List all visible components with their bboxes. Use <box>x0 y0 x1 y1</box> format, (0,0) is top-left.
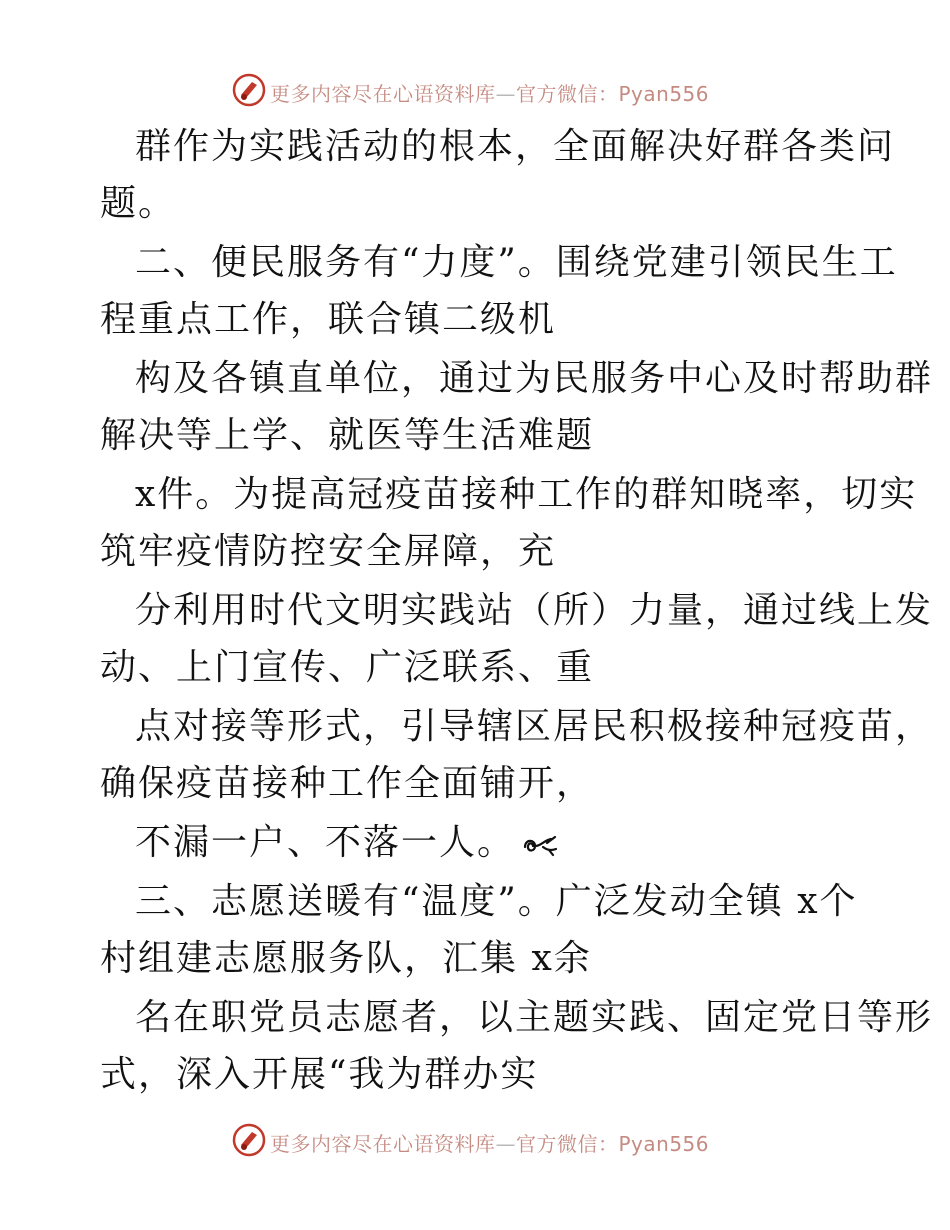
text-line: 村组建志愿服务队，汇集 x余 <box>100 938 592 979</box>
brand-logo-icon <box>232 73 266 107</box>
footer-watermark-text: 更多内容尽在心语资料库—官方微信：Pyan556 <box>270 1132 710 1156</box>
header-watermark-text: 更多内容尽在心语资料库—官方微信：Pyan556 <box>270 82 710 106</box>
text-line: 构及各镇直单位，通过为民服务中心及时帮助群 <box>135 358 934 399</box>
text-line: 三、志愿送暖有“温度”。广泛发动全镇 x个 <box>135 881 858 922</box>
text-line: 式，深入开展“我为群办实 <box>100 1054 539 1095</box>
text-line: 分利用时代文明实践站（所）力量，通过线上发 <box>135 590 934 631</box>
footer-watermark-banner <box>0 1120 950 1160</box>
text-line: 点对接等形式，引导辖区居民积极接种冠疫苗， <box>135 706 934 747</box>
text-line: 名在职党员志愿者，以主题实践、固定党日等形 <box>135 997 934 1038</box>
text-line: 不漏一户、不落一人。 <box>135 822 516 863</box>
text-line: 筑牢疫情防控安全屏障，充 <box>100 531 557 572</box>
text-line: 动、上门宣传、广泛联系、重 <box>100 647 595 688</box>
flourish-ornament-icon <box>521 833 559 857</box>
text-line: x件。为提高冠疫苗接种工作的群知晓率，切实 <box>135 474 918 515</box>
text-line: 确保疫苗接种工作全面铺开， <box>100 763 595 804</box>
header-watermark-banner <box>0 70 950 110</box>
text-line: 二、便民服务有“力度”。围绕党建引领民生工 <box>135 242 898 283</box>
text-line: 群作为实践活动的根本，全面解决好群各类问 <box>135 126 896 167</box>
text-line: 程重点工作，联合镇二级机 <box>100 299 557 340</box>
text-line: 题。 <box>100 183 177 224</box>
text-line: 解决等上学、就医等生活难题 <box>100 415 595 456</box>
text-line-with-flourish <box>135 823 559 863</box>
brand-logo-icon <box>232 1123 266 1157</box>
